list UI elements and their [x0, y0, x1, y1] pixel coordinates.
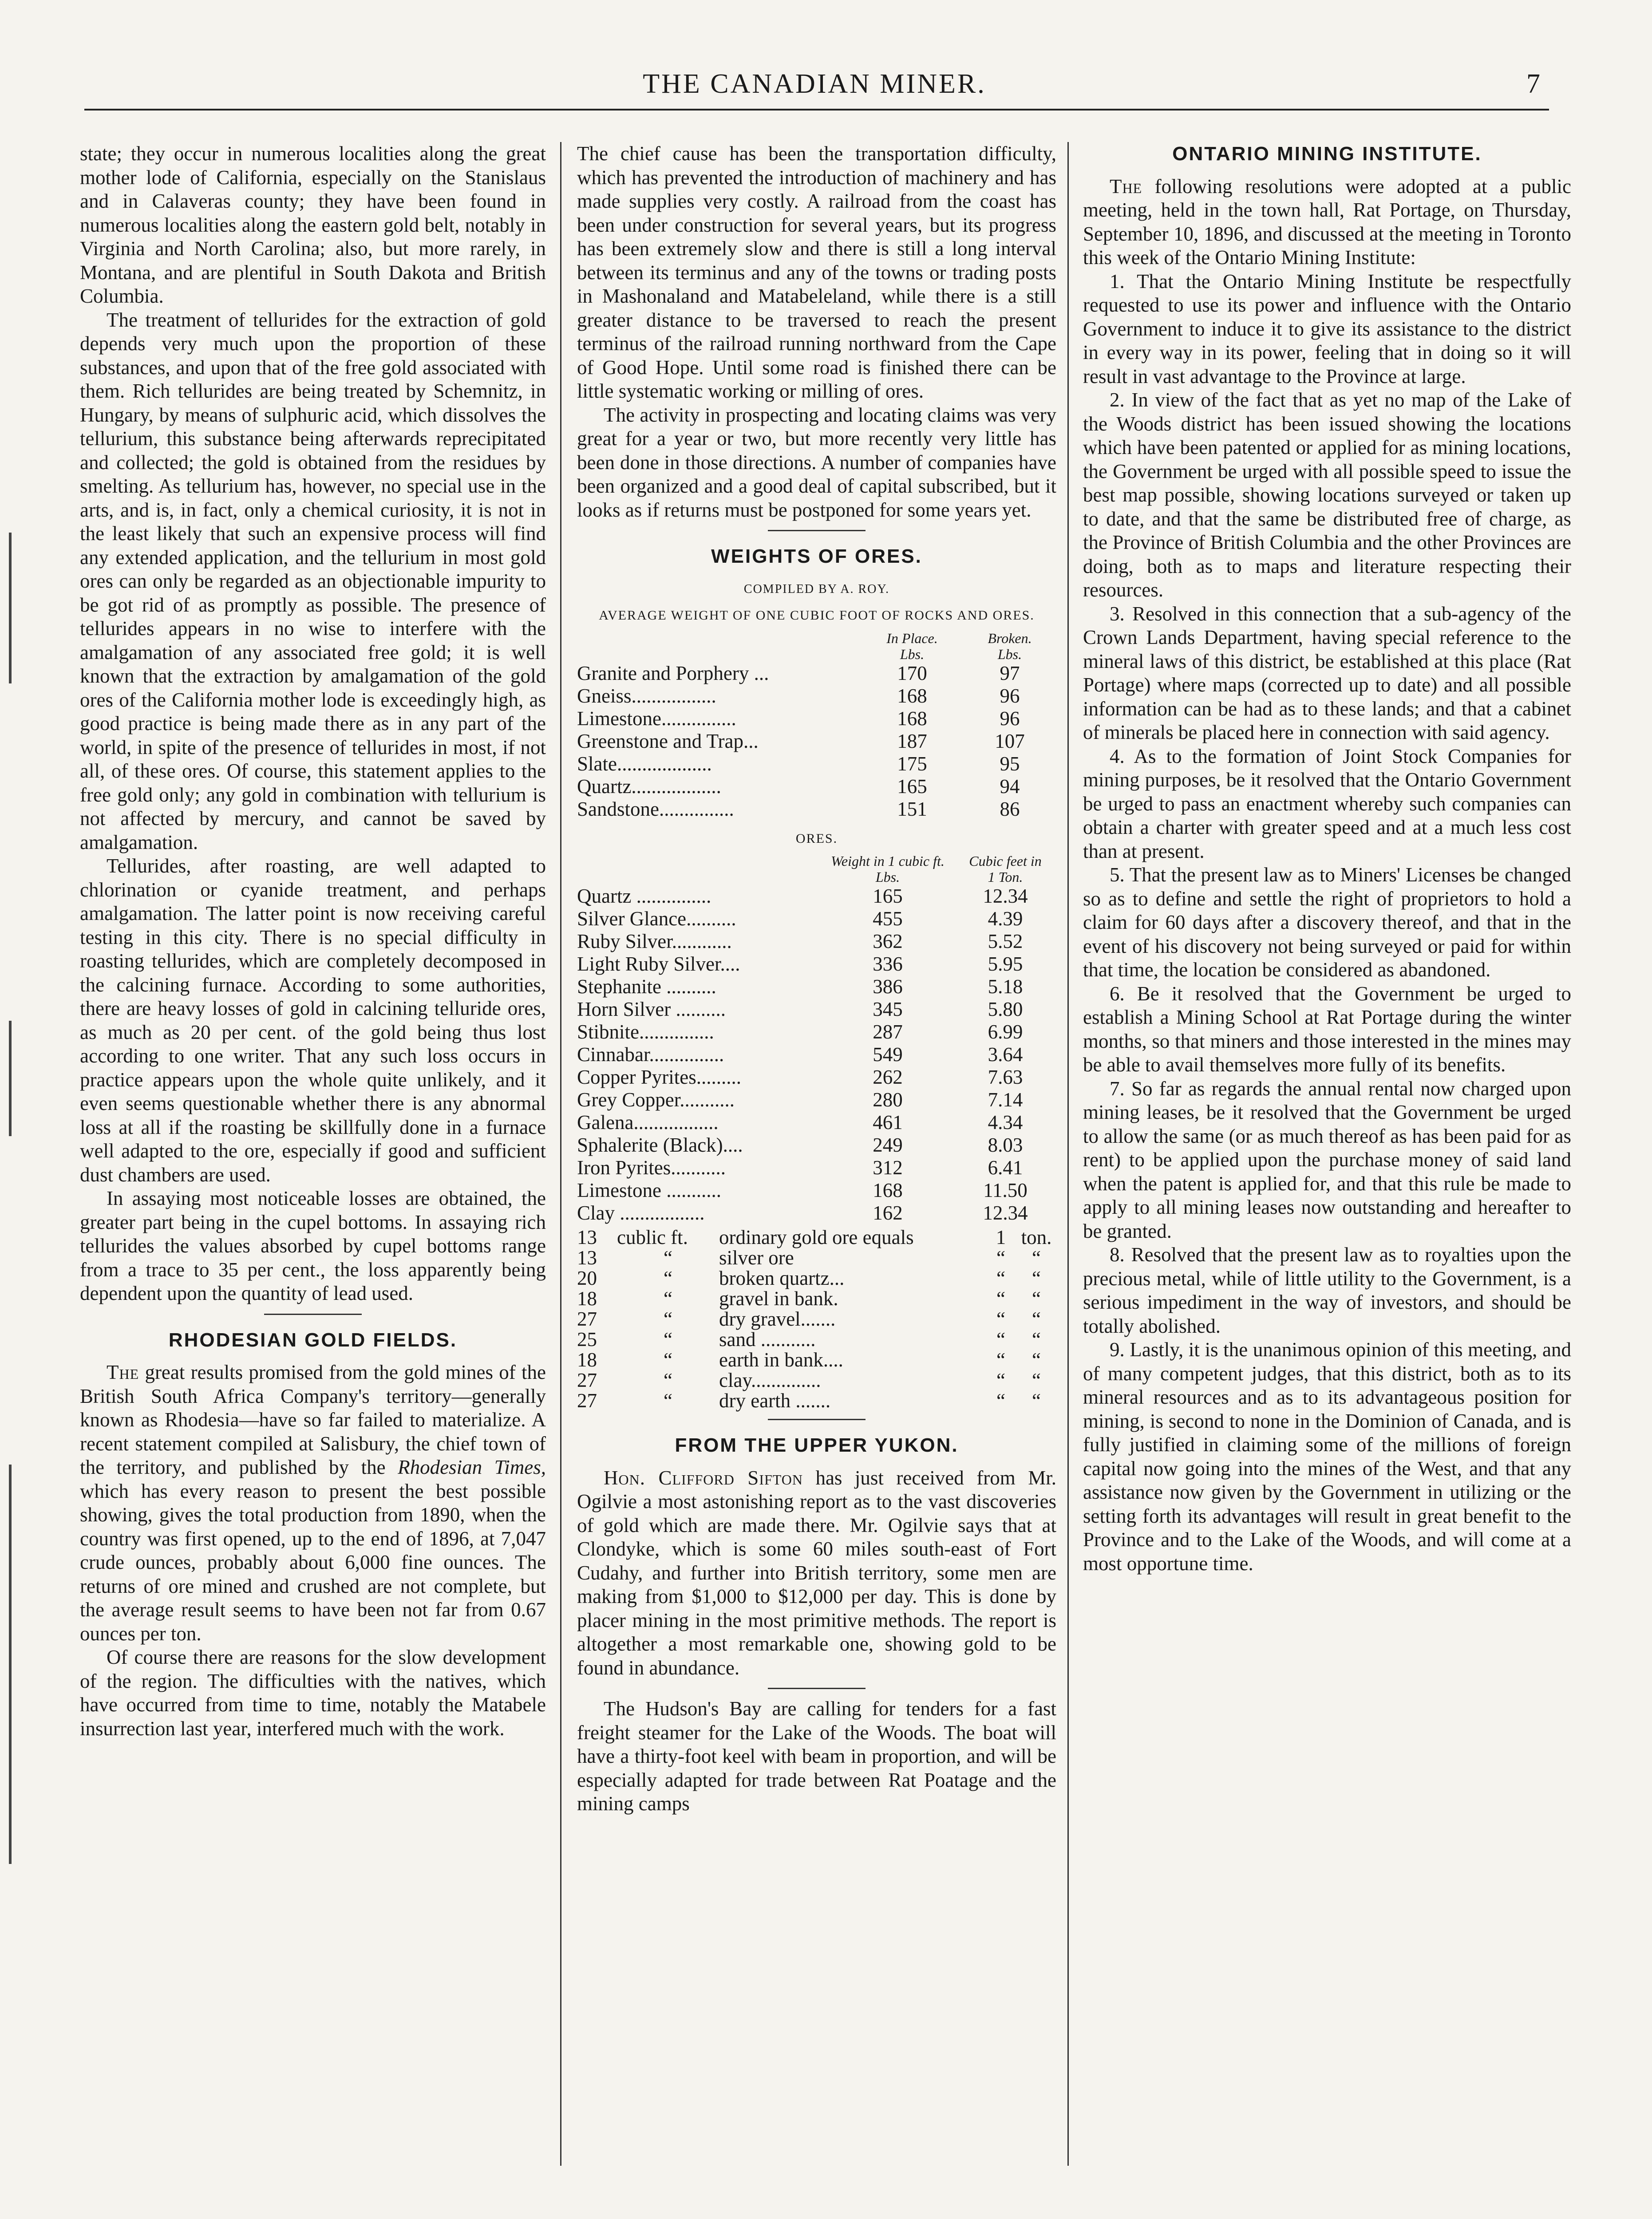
ore-weight: 312 [873, 1157, 903, 1179]
resolution-item: 6. Be it resolved that the Government be urged to establish a Mining School at Rat Portage during the winter months, so that miners and those interested in the mines may be able to avail themselves more fully of its benefits. [1083, 982, 1571, 1076]
weight-in-place: 151 [897, 798, 927, 820]
column-unit: Lbs. [875, 869, 900, 885]
ore-weight: 249 [873, 1134, 903, 1156]
equiv-quantity: “ [996, 1328, 1005, 1350]
table-row [577, 662, 1056, 685]
ore-weight: 287 [873, 1021, 903, 1043]
ore-cubic-feet: 5.18 [988, 975, 1023, 998]
equiv-material: ordinary gold ore equals [719, 1226, 914, 1248]
equiv-unit-ton: ton. [1021, 1226, 1052, 1248]
table-row [577, 930, 1056, 953]
publication-title: THE CANADIAN MINER. [643, 69, 986, 99]
ore-cubic-feet: 7.14 [988, 1089, 1023, 1111]
article-paragraph: The activity in prospecting and locating claims was very great for a year or two, but more recently very little has been done in those directions. A number of companies have been organized and a good deal of capital subscribed, but it looks as if returns must be postponed for some years yet. [577, 403, 1056, 521]
equiv-unit-ton: “ [1032, 1287, 1041, 1310]
column-unit: Lbs. [900, 646, 925, 662]
ore-weight: 455 [873, 908, 903, 930]
table-row [577, 1288, 1056, 1309]
paragraph-text: great results promised from the gold mines of the British South Africa Company's territory—generally known as Rhodesia—have so far failed to materialize. A recent statement compiled at Salisbury, the chief town of the territory, and published by the [80, 1361, 546, 1478]
section-heading-yukon: FROM THE UPPER YUKON. [675, 1434, 959, 1456]
resolution-item: 1. That the Ontario Mining Institute be respectfully requested to use its power and influence with the Ontario Government to induce it to give its assistance to the district in every way in its power, feeling that in doing so it will result in vast advantage to the Province at large. [1083, 270, 1571, 387]
equiv-quantity: “ [996, 1267, 1005, 1289]
ore-name: Limestone ........... [577, 1179, 721, 1201]
equiv-count: 27 [577, 1369, 597, 1391]
weight-in-place: 187 [897, 730, 927, 752]
header-rule [84, 109, 1549, 111]
ore-name: Grey Copper........... [577, 1089, 735, 1111]
table-row [577, 1248, 1056, 1268]
equiv-unit: cublic ft. [617, 1226, 688, 1248]
section-heading-ontario: ONTARIO MINING INSTITUTE. [1172, 143, 1482, 165]
section-heading-weights: WEIGHTS OF ORES. [711, 545, 922, 567]
table-row [577, 1370, 1056, 1390]
table-row [577, 753, 1056, 775]
rock-name: Sandstone............... [577, 798, 734, 820]
lead-word: The [107, 1361, 139, 1383]
ore-cubic-feet: 5.80 [988, 998, 1023, 1020]
ore-weight: 168 [873, 1179, 903, 1201]
equiv-count: 18 [577, 1287, 597, 1310]
article-paragraph: The chief cause has been the transportation difficulty, which has prevented the introduction of machinery and has made supplies very costly. A railroad from the coast has been under construction for several years, but its progress has been extremely slow and there is still a long interval between its terminus and any of the towns or trading posts in Mashonaland and Matabeleland, while there is a still greater distance to be traversed to reach the present terminus of the railroad running northward from the Cape of Good Hope. Until some road is finished there can be little systematic working or milling of ores. [577, 142, 1056, 402]
ore-weight: 461 [873, 1111, 903, 1133]
ore-name: Clay ................. [577, 1202, 705, 1224]
table-row [577, 1329, 1056, 1350]
section-rule [768, 1688, 866, 1689]
scan-edge-mark [9, 1465, 12, 1864]
table-row [577, 1227, 1056, 1248]
rock-name: Quartz.................. [577, 775, 721, 798]
compiled-by: COMPILED BY A. ROY. [743, 582, 890, 596]
weight-broken: 96 [1000, 684, 1020, 707]
weight-broken: 107 [995, 730, 1025, 752]
column-1 [80, 142, 546, 1741]
section-rule [768, 530, 866, 531]
ore-name: Silver Glance.......... [577, 908, 736, 930]
equiv-count: 18 [577, 1349, 597, 1371]
ore-cubic-feet: 6.41 [988, 1157, 1023, 1179]
ore-weight: 262 [873, 1066, 903, 1088]
article-paragraph [1083, 175, 1571, 270]
weight-in-place: 165 [897, 775, 927, 798]
table-row [577, 908, 1056, 930]
ore-weight: 336 [873, 953, 903, 975]
weight-broken: 86 [1000, 798, 1020, 820]
table-row [577, 1202, 1056, 1224]
equiv-unit: “ [664, 1349, 672, 1371]
equiv-material: silver ore [719, 1247, 794, 1269]
equiv-count: 27 [577, 1390, 597, 1412]
ore-cubic-feet: 12.34 [983, 885, 1028, 907]
resolution-item: 4. As to the formation of Joint Stock Companies for mining purposes, be it resolved that the Ontario Government be urged to pass an enactment whereby such companies can obtain a charter with greater speed and at a much less cost than at present. [1083, 745, 1571, 862]
table-row [577, 1066, 1056, 1089]
table-row [577, 1268, 1056, 1288]
table-caption: AVERAGE WEIGHT OF ONE CUBIC FOOT OF ROCKS AND ORES. [599, 608, 1035, 623]
ore-cubic-feet: 4.34 [988, 1111, 1023, 1133]
resolution-item: 7. So far as regards the annual rental now charged upon mining leases, be it resolved that the Government be urged to allow the same (or as much thereof as has been paid for as rent) to be applied upon the purchase money of said land when the patent is applied for, and that this rule be made to apply to all mining leases now outstanding and hereafter to be granted. [1083, 1077, 1571, 1242]
ore-weight: 345 [873, 998, 903, 1020]
equiv-unit: “ [664, 1267, 672, 1289]
column-header: Weight in 1 cubic ft. [831, 853, 945, 869]
equiv-count: 13 [577, 1226, 597, 1248]
ore-cubic-feet: 11.50 [983, 1179, 1028, 1201]
ores-table [577, 853, 1056, 1224]
article-paragraph: Tellurides, after roasting, are well adapted to chlorination or cyanide treatment, and perhaps amalgamation. The latter point is now receiving careful testing in this city. There is no special difficulty in roasting tellurides, which are completely decomposed in the calcining furnace. According to some authorities, there are heavy losses of gold in calcining telluride ores, as much as 20 per cent. of the gold being thus lost according to one writer. That any such loss occurs in practice appears upon the whole quite unlikely, and it even seems questionable whether there is any abnormal loss at all if the roasting be skillfully done in a furnace well adapted to the ore, especially if good and sufficient dust chambers are used. [80, 855, 546, 1186]
column-header: In Place. [886, 630, 938, 646]
article-paragraph: The Hudson's Bay are calling for tenders for a fast freight steamer for the Lake of the Woods. The boat will have a thirty-foot keel with beam in proportion, and will be especially adapted for trade between Rat Poatage and the mining camps [577, 1698, 1056, 1815]
ore-name: Quartz ............... [577, 885, 711, 907]
equiv-unit-ton: “ [1032, 1247, 1041, 1269]
rock-name: Granite and Porphery ... [577, 662, 769, 684]
ore-name: Galena................. [577, 1111, 719, 1133]
equiv-unit: “ [664, 1369, 672, 1391]
equiv-material: clay.............. [719, 1369, 821, 1391]
table-row [577, 1134, 1056, 1157]
table-row [577, 1043, 1056, 1066]
column-2 [577, 142, 1056, 1816]
ore-cubic-feet: 6.99 [988, 1021, 1023, 1043]
column-3 [1083, 142, 1571, 1575]
table-row [577, 975, 1056, 998]
equiv-material: gravel in bank. [719, 1287, 838, 1310]
table-row [577, 1390, 1056, 1411]
ore-name: Horn Silver .......... [577, 998, 726, 1020]
ore-cubic-feet: 4.39 [988, 908, 1023, 930]
ore-weight: 280 [873, 1089, 903, 1111]
page-header [84, 67, 1545, 115]
ore-name: Ruby Silver............ [577, 930, 732, 952]
article-paragraph [577, 1466, 1056, 1680]
table-row [577, 685, 1056, 707]
equiv-quantity: “ [996, 1308, 1005, 1330]
weight-broken: 94 [1000, 775, 1020, 798]
lead-word: The [1110, 175, 1142, 197]
table-row [577, 1179, 1056, 1202]
equiv-quantity: “ [996, 1287, 1005, 1310]
equivalents-table [577, 1227, 1056, 1411]
ore-cubic-feet: 5.95 [988, 953, 1023, 975]
equiv-count: 13 [577, 1247, 597, 1269]
table-row [577, 1309, 1056, 1329]
equiv-unit-ton: “ [1032, 1328, 1041, 1350]
equiv-unit: “ [664, 1247, 672, 1269]
section-heading-rhodesian: RHODESIAN GOLD FIELDS. [168, 1329, 458, 1351]
ore-name: Stephanite .......... [577, 975, 716, 998]
weight-broken: 96 [1000, 707, 1020, 730]
equiv-unit: “ [664, 1390, 672, 1412]
table-row [577, 1089, 1056, 1111]
equiv-unit: “ [664, 1287, 672, 1310]
equiv-material: sand ........... [719, 1328, 816, 1350]
equiv-quantity: “ [996, 1349, 1005, 1371]
ore-cubic-feet: 5.52 [988, 930, 1023, 952]
equiv-unit-ton: “ [1032, 1390, 1041, 1412]
equiv-unit: “ [664, 1328, 672, 1350]
lead-name: Hon. Clifford Sifton [604, 1466, 803, 1489]
table-row [577, 953, 1056, 975]
equiv-material: dry earth ....... [719, 1390, 831, 1412]
ore-weight: 362 [873, 930, 903, 952]
table-row [577, 885, 1056, 908]
article-paragraph: Of course there are reasons for the slow development of the region. The difficulties with the natives, which have occurred from time to time, notably the Matabele insurrection last year, interfered much with the work. [80, 1646, 546, 1740]
table-row [577, 1111, 1056, 1134]
ore-name: Copper Pyrites......... [577, 1066, 741, 1088]
table-header-row [577, 646, 1056, 662]
ore-name: Iron Pyrites........... [577, 1157, 726, 1179]
page-number: 7 [1526, 69, 1540, 99]
table-row [577, 1157, 1056, 1179]
table-row [577, 798, 1056, 821]
rocks-table [577, 630, 1056, 821]
resolutions-list [1083, 270, 1571, 1576]
equiv-material: broken quartz... [719, 1267, 845, 1289]
weight-in-place: 168 [897, 684, 927, 707]
column-unit: Lbs. [997, 646, 1022, 662]
column-unit: 1 Ton. [988, 869, 1023, 885]
paragraph-text: which has every reason to present the best possible showing, gives the total production from 1890, when the country was first opened, up to the end of 1896, at 7,047 crude ounces, probably about 6,000 fine ounces. The returns of ore mined and crushed are not complete, but the average result seems to have been not far from 0.67 ounces per ton. [80, 1480, 546, 1645]
ore-name: Cinnabar............... [577, 1043, 724, 1066]
table-row [577, 775, 1056, 798]
table-header-row [577, 869, 1056, 885]
table-row [577, 1350, 1056, 1370]
article-paragraph: The treatment of tellurides for the extraction of gold depends very much upon the proportion of these substances, and upon that of the free gold associated with them. Rich tellurides are being treated by Schemnitz, in Hungary, by means of sulphuric acid, which dissolves the tellurium, this substance being afterwards reprecipitated and collected; the gold is obtained from the residues by smelting. As tellurium has, however, no special use in the arts, and is, in fact, only a chemical curiosity, it is not in the least likely that such an expensive process will find any extended application, and the tellurium in most gold ores can only be regarded as an objectionable impurity to be got rid of as promptly as possible. The presence of tellurides appears in no wise to interfere with the amalgamation of any associated free gold; it is well known that the extraction by amalgamation of the gold ores of the California mother lode is exceedingly high, as good practice is being made there as in any part of the world, in spite of the presence of tellurides in most, if not all, of these ores. Of course, this statement applies to the free gold only; any gold in combination with tellurium is not affected by mercury, and cannot be saved by amalgamation. [80, 308, 546, 853]
equiv-unit-ton: “ [1032, 1308, 1041, 1330]
equiv-quantity: “ [996, 1247, 1005, 1269]
ore-name: Sphalerite (Black).... [577, 1134, 743, 1156]
column-divider [560, 142, 561, 2166]
equiv-count: 27 [577, 1308, 597, 1330]
rock-name: Gneiss................. [577, 684, 716, 707]
article-paragraph: state; they occur in numerous localities along the great mother lode of California, especially on the Stanislaus and in Calaveras county; they have been found in numerous localities along the eastern gold belt, notably in Virginia and North Carolina; also, but more rarely, in Montana, and are plentiful in South Dakota and British Columbia. [80, 142, 546, 307]
ore-weight: 162 [873, 1202, 903, 1224]
ore-weight: 549 [873, 1043, 903, 1066]
equiv-unit-ton: “ [1032, 1369, 1041, 1391]
equiv-count: 20 [577, 1267, 597, 1289]
weight-broken: 95 [1000, 752, 1020, 775]
column-header: Cubic feet in [969, 853, 1042, 869]
equiv-quantity: 1 [996, 1226, 1006, 1248]
weight-in-place: 168 [897, 707, 927, 730]
column-divider [1067, 142, 1069, 2166]
weight-broken: 97 [1000, 662, 1020, 684]
resolution-item: 5. That the present law as to Miners' Licenses be changed so as to define and settle the right of proprietors to hold a claim for 60 days after a discovery thereof, and that in the event of his discovery not being surveyed or paid for within that time, the location be considered as abandoned. [1083, 864, 1571, 981]
ore-cubic-feet: 7.63 [988, 1066, 1023, 1088]
ore-name: Stibnite............... [577, 1021, 714, 1043]
table-caption: ORES. [795, 831, 838, 846]
scan-edge-mark [9, 533, 12, 683]
equiv-material: earth in bank.... [719, 1349, 843, 1371]
section-rule [768, 1419, 866, 1420]
ore-cubic-feet: 12.34 [983, 1202, 1028, 1224]
equiv-quantity: “ [996, 1390, 1005, 1412]
equiv-unit: “ [664, 1308, 672, 1330]
publication-name: Rhodesian Times, [398, 1456, 546, 1478]
table-row [577, 998, 1056, 1021]
table-header-row [577, 630, 1056, 646]
ore-cubic-feet: 8.03 [988, 1134, 1023, 1156]
scan-edge-mark [9, 1021, 12, 1136]
equiv-quantity: “ [996, 1369, 1005, 1391]
table-header-row [577, 853, 1056, 869]
ore-weight: 165 [873, 885, 903, 907]
article-paragraph: In assaying most noticeable losses are obtained, the greater part being in the cupel bottoms. In assaying rich tellurides the values absorbed by cupel bottoms range from a trace to 35 per cent., the loss apparently being dependent upon the quantity of lead used. [80, 1187, 546, 1304]
article-paragraph [80, 1361, 546, 1646]
table-row [577, 707, 1056, 730]
rock-name: Limestone............... [577, 707, 736, 730]
resolution-item: 2. In view of the fact that as yet no map of the Lake of the Woods district has been issued showing the locations which have been patented or applied for as mining locations, the Government be urged with all possible speed to issue the best map possible, showing locations surveyed or taken up to date, and that the same be distributed free of charge, as the Province of British Columbia and the other Provinces are doing, both as to maps and literature respecting their resources. [1083, 389, 1571, 601]
ore-weight: 386 [873, 975, 903, 998]
resolution-item: 8. Resolved that the present law as to royalties upon the precious metal, while of little utility to the Government, is a serious impediment in the way of investors, and should be totally abolished. [1083, 1244, 1571, 1337]
equiv-unit-ton: “ [1032, 1267, 1041, 1289]
table-row [577, 1021, 1056, 1043]
paragraph-text: following resolutions were adopted at a public meeting, held in the town hall, Rat Portage, on Thursday, September 10, 1896, and discussed at the meeting in Toronto this week of the Ontario Mining Institute: [1083, 175, 1571, 268]
column-header: Broken. [988, 630, 1032, 646]
ore-name: Light Ruby Silver.... [577, 953, 740, 975]
resolution-item: 3. Resolved in this connection that a sub-agency of the Crown Lands Department, having special reference to the mineral laws of this district, be established at this place (Rat Portage) where maps (corrected up to date) and all possible information can be had as to these lands; and that a cabinet of minerals be placed here in connection with said agency. [1083, 602, 1571, 743]
equiv-material: dry gravel....... [719, 1308, 836, 1330]
resolution-item: 9. Lastly, it is the unanimous opinion of this meeting, and of many competent judges, that this district, both as to its mineral resources and as to its advantageous position for mining, is second to none in the Dominion of Canada, and is fully justified in claiming some of the millions of foreign capital now going into the mines of the West, and that any assistance now given by the Government in utilizing or the setting forth its advantages will result in great benefit to the Province and to the Lake of the Woods, and will come at a most opportune time. [1083, 1339, 1571, 1575]
rock-name: Greenstone and Trap... [577, 730, 759, 752]
equiv-count: 25 [577, 1328, 597, 1350]
weight-in-place: 170 [897, 662, 927, 684]
paragraph-text: has just received from Mr. Ogilvie a most astonishing report as to the vast discoveries of gold which are made there. Mr. Ogilvie says that at Clondyke, which is some 60 miles south-east of Fort Cudahy, and further into British territory, some men are making from $1,000 to $12,000 per day. This is done by placer mining in the most primitive methods. The report is altogether a most remarkable one, showing gold to be found in abundance. [577, 1466, 1056, 1679]
table-row [577, 730, 1056, 753]
ore-cubic-feet: 3.64 [988, 1043, 1023, 1066]
section-rule [264, 1314, 362, 1315]
equiv-unit-ton: “ [1032, 1349, 1041, 1371]
weight-in-place: 175 [897, 752, 927, 775]
rock-name: Slate................... [577, 752, 712, 775]
